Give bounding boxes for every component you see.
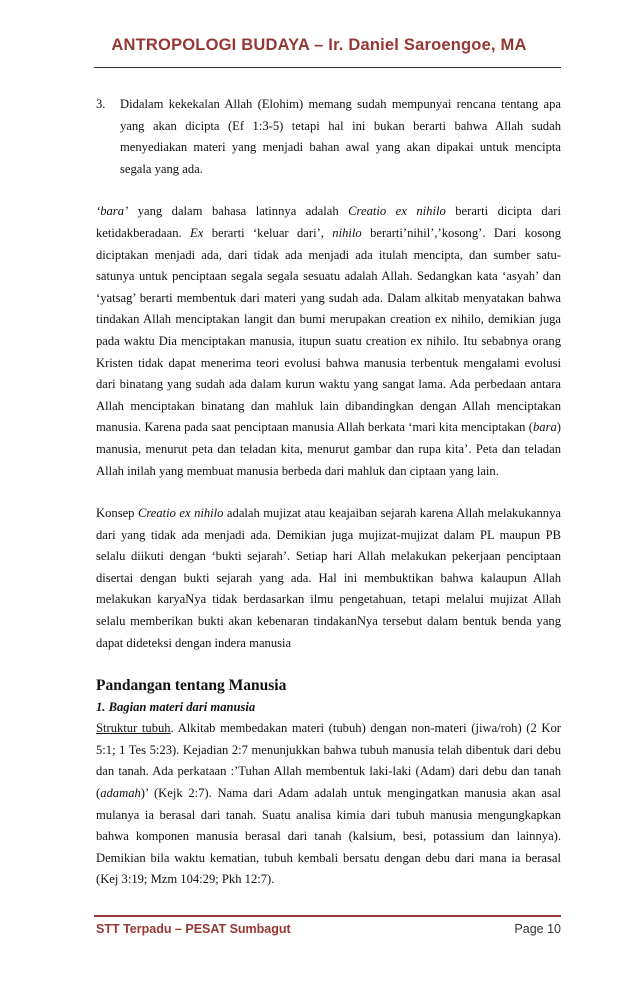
paragraph-gap <box>96 654 561 675</box>
term-nihilo: nihilo <box>332 225 362 240</box>
page-number: Page 10 <box>514 922 561 936</box>
term-bara: ‘bara’ <box>96 204 129 219</box>
footer-institution: STT Terpadu – PESAT Sumbagut <box>96 922 291 936</box>
text-run: berarti ‘keluar dari’, <box>203 225 333 240</box>
header-rule <box>94 67 561 68</box>
struktur-label: Struktur tubuh <box>96 721 171 736</box>
text-run: adalah mujizat atau keajaiban sejarah karena Allah melakukannya dari yang tidak ada menjadi ada. Demikian juga mujizat-mujizat dalam PL maupun PB selalu diikuti dengan ‘bukti sejarah’. Setiap hari Allah melakukan pekerjaan penciptaan disertai dengan bukti sejarah yang ada. Hal ini membuktikan bahwa kalaupun Allah melakukan karyaNya tidak berdasarkan ilmu pengetahuan, tetapi melalui mujizat Allah selalu memberikan bukti akan kebenaran tindakanNya tersebut dalam bentuk benda yang dapat dideteksi dengan indera manusia <box>96 506 561 650</box>
text-run: Konsep <box>96 506 138 521</box>
paragraph-konsep <box>96 503 561 654</box>
item-number: 3. <box>96 97 106 111</box>
subsection-heading: 1. Bagian materi dari manusia <box>96 700 256 715</box>
text-run: yang dalam bahasa latinnya adalah <box>128 204 349 219</box>
footer-rule <box>94 915 561 917</box>
term-creatio: Creatio ex nihilo <box>137 506 224 521</box>
section-heading: Pandangan tentang Manusia <box>96 677 287 695</box>
item-text: Didalam kekekalan Allah (Elohim) memang sudah mempunyai rencana tentang apa yang akan dicipta (Ef 1:3-5) tetapi hal ini bukan berarti bahwa Allah sudah menyediakan materi yang menjadi bahan awal yang akan dipakai untuk mencipta segala yang ada. <box>120 97 561 176</box>
text-run: berarti dicipta dari ketidakberadaan. <box>96 204 561 240</box>
term-ex: Ex <box>190 225 204 240</box>
page-body <box>96 94 561 891</box>
term-creatio: Creatio ex nihilo <box>348 204 446 219</box>
numbered-item-3 <box>96 94 561 180</box>
paragraph-gap <box>96 180 561 201</box>
paragraph-struktur <box>96 718 561 891</box>
term-bara-2: bara <box>533 420 557 435</box>
text-run: ) manusia, menurut peta dan teladan kita, menurut gambar dan rupa kita’. Peta dan teladan Allah inilah yang membuat manusia berbeda dari mahluk dan ciptaan yang lain. <box>96 420 561 478</box>
term-adamah: adamah <box>100 786 141 801</box>
text-run: )’ (Kejk 2:7). Nama dari Adam adalah untuk mengingatkan manusia akan asal mulanya ia berasal dari tanah. Suatu analisa kimia dari tubuh manusia mengungkapkan bahwa komponen manusia berasal dari tanah (kalsium, besi, potassium dan lainnya). Demikian bila waktu kematian, tubuh kembali bersatu dengan debu dari mana ia berasal (Kej 3:19; Mzm 104:29; Pkh 12:7). <box>96 786 561 887</box>
text-run: berarti’nihil’,’kosong’. Dari kosong diciptakan menjadi ada, dari tidak ada menjadi ada itulah mencipta, dan sumber satu-satunya untuk penciptaan segala segala sesuatu adalah Allah. Sedangkan kata ‘asyah’ dan ‘yatsag’ berarti membentuk dari materi yang sudah ada. Dalam alkitab menyatakan bahwa tindakan Allah menciptakan langit dan bumi merupakan creation ex nihilo, demikian juga pada waktu Dia menciptakan manusia, itupun suatu creation ex nihilo. Itu sebabnya orang Kristen tidak dapat menerima teori evolusi bahwa manusia terbentuk mengalami evolusi dari binatang yang sudah ada dalam kurun waktu yang sangat lama. Ada perbedaan antara Allah menciptakan binatang dan mahluk lain dibandingkan dengan Allah menciptakan manusia. Karena pada saat penciptaan manusia Allah berkata ‘mari kita menciptakan ( <box>96 225 561 435</box>
running-header: ANTROPOLOGI BUDAYA – Ir. Daniel Saroengoe, MA <box>111 36 527 54</box>
text-run: . Alkitab membedakan materi (tubuh) dengan non-materi (jiwa/roh) (2 Kor 5:1; 1 Tes 5:23). Kejadian 2:7 menunjukkan bahwa tubuh manusia telah dibentuk dari debu dan tanah. Ada perkataan :’Tuhan Allah membentuk laki-laki (Adam) dari debu dan tanah ( <box>96 721 561 801</box>
paragraph-gap <box>96 482 561 503</box>
paragraph-bara <box>96 201 561 482</box>
